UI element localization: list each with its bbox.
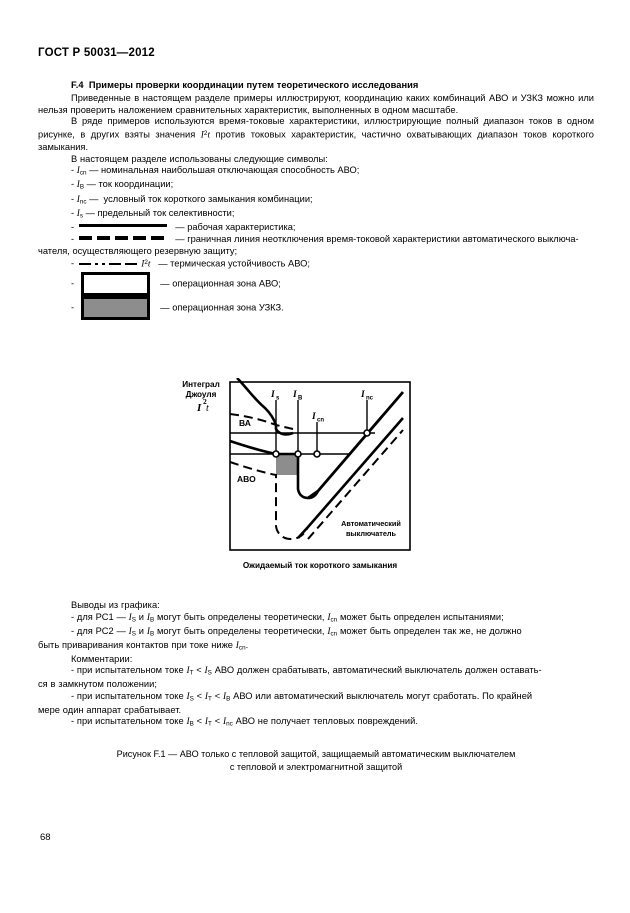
- bullet-dash: -: [71, 233, 75, 244]
- legend-description: рабочая характеристика;: [187, 221, 296, 232]
- bullet-dash: -: [71, 278, 75, 289]
- pc2-sym1-base: I: [128, 626, 132, 637]
- symbol-separator: —: [89, 193, 99, 204]
- comment-item-2-continuation: [38, 705, 594, 717]
- conclusion-item-pc2-continuation: [38, 640, 594, 654]
- pc1-mid2: могут быть определены теоретически,: [154, 611, 328, 622]
- chart-xlabel-icn-base: I: [312, 412, 316, 422]
- c2-cont: мере один аппарат срабатывает.: [38, 704, 182, 715]
- chart-ylabel-symbol-base: I: [197, 402, 202, 414]
- c2-op2: <: [211, 690, 223, 701]
- c3-op1: <: [193, 716, 205, 727]
- c2-c-base: I: [222, 691, 227, 702]
- bullet-dash: -: [71, 207, 75, 218]
- chart-annotation-ba: ВА: [239, 418, 251, 428]
- legend-item-dashed-line: [38, 234, 594, 246]
- c1-cont: ся в замкнутом положении;: [38, 679, 157, 690]
- conclusion-item-pc2: [38, 626, 594, 640]
- pc2-sym1-sub: S: [131, 629, 136, 637]
- comment-item-1: [38, 665, 594, 679]
- figure-caption: [38, 748, 594, 774]
- figure-f1: [175, 378, 465, 578]
- chart-point-marker-inc: [364, 430, 370, 436]
- paragraph-intro: [38, 93, 594, 116]
- gray-rectangle-swatch-icon: [81, 296, 150, 320]
- pc2-sym2-base: I: [146, 626, 150, 637]
- legend-item-solid-line: [38, 222, 594, 234]
- c1-op1: <: [193, 665, 205, 676]
- chart-ylabel-symbol-sup: 2: [203, 397, 207, 406]
- pc2-sym3-base: I: [327, 626, 331, 637]
- legend-description: термическая устойчивость АВО;: [170, 258, 310, 269]
- dashdot-label-base: I: [141, 259, 145, 270]
- comment-item-1-continuation: [38, 679, 594, 691]
- chart-xlabel-is-sub: s: [276, 395, 280, 402]
- symbol-item-inc: [38, 194, 594, 208]
- chart-annotation-breaker-line1: Автоматический: [341, 519, 401, 528]
- symbol-separator: —: [85, 207, 95, 218]
- symbol-glyph: I: [76, 166, 80, 177]
- legend-description: операционная зона АВО;: [172, 278, 281, 289]
- c2-op1: <: [193, 690, 205, 701]
- pc1-sym3-sub: cn: [330, 615, 338, 623]
- pc2-mid2: могут быть определены теоретически,: [154, 625, 328, 636]
- paragraph-symbols-lead-text: В настоящем разделе использованы следующие символы:: [71, 153, 328, 164]
- symbol-description: предельный ток селективности;: [97, 207, 235, 218]
- conclusions-block: [38, 600, 594, 730]
- pc1-prefix: - для РС1 —: [71, 611, 129, 622]
- c2-b-base: I: [204, 691, 208, 702]
- symbol-glyph: I: [76, 194, 80, 205]
- bullet-dash: -: [71, 165, 75, 176]
- chart-ylabel-line2: Джоуля: [185, 390, 217, 399]
- legend-item-gray-box: [38, 296, 594, 320]
- symbol-separator: —: [86, 179, 96, 190]
- symbol-subscript: nc: [79, 197, 87, 205]
- c3-a-base: I: [186, 717, 190, 728]
- section-number: F.4: [71, 80, 84, 90]
- chart-xlabel-inc-base: I: [361, 390, 365, 400]
- comment-item-2: [38, 691, 594, 705]
- pc1-sym1-base: I: [128, 612, 132, 623]
- symbol-glyph: I: [76, 180, 80, 191]
- bullet-dash: -: [71, 179, 75, 190]
- symbol-separator: —: [89, 165, 99, 176]
- symbol-subscript: B: [79, 183, 85, 191]
- pc2-cont-prefix: быть приваривания контактов при токе ниже: [38, 639, 236, 650]
- chart-point-marker-ib: [295, 451, 301, 457]
- chart-ylabel-line1: Интеграл: [182, 380, 220, 389]
- c2-c-sub: B: [226, 695, 231, 703]
- dashdot-label-tail: t: [147, 259, 151, 270]
- bullet-dash: -: [71, 221, 75, 232]
- c2-a-base: I: [186, 691, 190, 702]
- standard-header: ГОСТ Р 50031—2012: [38, 47, 155, 59]
- symbol-description: условный ток короткого замыкания комбинации;: [103, 193, 313, 204]
- symbol-item-is: [38, 208, 594, 222]
- chart-point-marker-icn: [314, 451, 320, 457]
- legend-item-dashed-line-continuation: [38, 246, 594, 258]
- c1-tail: АВО должен срабатывать, автоматический выключатель должен оставать-: [211, 665, 542, 676]
- c1-b-base: I: [204, 666, 208, 677]
- pc2-cont-sub: cn: [238, 643, 246, 651]
- bullet-dash: -: [71, 193, 75, 204]
- pc2-cont-tail: .: [245, 639, 249, 650]
- comments-heading: [38, 654, 594, 666]
- c2-prefix: - при испытательном токе: [71, 690, 187, 701]
- c1-prefix: - при испытательном токе: [71, 665, 187, 676]
- legend-item-dashdot-line: [38, 257, 594, 271]
- dashed-line-sample-icon: [79, 236, 167, 240]
- pc1-mid1: и: [136, 611, 147, 622]
- pc2-sym3-sub: cn: [330, 629, 338, 637]
- c2-a-sub: S: [189, 695, 194, 703]
- section-heading: [38, 80, 594, 90]
- c3-tail: АВО не получает тепловых повреждений.: [232, 716, 418, 727]
- pc1-sym3-base: I: [327, 612, 331, 623]
- solid-line-sample-icon: [79, 224, 167, 228]
- legend-item-white-box: [38, 272, 594, 296]
- chart-xlabel-icn-sub: cn: [317, 417, 325, 424]
- comments-heading-text: Комментарии:: [71, 653, 133, 664]
- pc1-sym2-base: I: [146, 612, 150, 623]
- chart-ylabel-symbol: [196, 397, 209, 414]
- chart-xlabel-inc-sub: nc: [366, 395, 374, 402]
- dashdot-label-sup: 2: [144, 259, 148, 267]
- symbol-separator: —: [160, 302, 170, 313]
- symbol-list: [38, 165, 594, 320]
- pc1-sym2-sub: B: [149, 615, 155, 623]
- chart-xlabel-is-base: I: [271, 390, 275, 400]
- c3-b-sub: T: [208, 720, 212, 728]
- c3-b-base: I: [204, 717, 208, 728]
- paragraph-intro-text: Приведенные в настоящем разделе примеры иллюстрируют, координацию каких комбинаций АВО и УЗКЗ можно или нельзя проверить наложением сравнительных характеристик, выполненных в одном масштабе.: [38, 93, 594, 115]
- pc1-sym1-sub: S: [131, 615, 136, 623]
- conclusions-heading-text: Выводы из графика:: [71, 600, 160, 610]
- bullet-dash: -: [71, 302, 75, 313]
- pc2-tail: может быть определен так же, не должно: [337, 625, 522, 636]
- comment-item-3: [38, 716, 594, 730]
- legend-description: граничная линия неотключения время-токовой характеристики автоматического выключа-: [187, 233, 579, 244]
- symbol-item-icn: [38, 165, 594, 179]
- symbol-separator: —: [158, 258, 168, 269]
- chart-annotation-abo: АВО: [237, 474, 256, 484]
- figure-caption-line1: Рисунок F.1 — АВО только с тепловой защитой, защищаемый автоматическим выключателем: [116, 749, 516, 759]
- chart-ylabel-symbol-tail: t: [206, 403, 209, 414]
- pc2-cont-base: I: [235, 640, 239, 651]
- bullet-dash: -: [71, 258, 75, 269]
- symbol-description: номинальная наибольшая отключающая способность АВО;: [100, 165, 360, 176]
- c3-op2: <: [211, 716, 223, 727]
- white-rectangle-swatch-icon: [81, 272, 150, 296]
- c3-c-base: I: [222, 717, 227, 728]
- legend-description-continuation: чателя, осуществляющего резервную защиту;: [38, 245, 238, 256]
- c1-a-sub: T: [189, 669, 194, 677]
- pc1-tail: может быть определен испытаниями;: [337, 611, 504, 622]
- c3-a-sub: B: [189, 720, 194, 728]
- dash-dot-line-sample-icon: [79, 263, 137, 265]
- paragraph-symbols-lead: [38, 154, 594, 166]
- chart-annotation-breaker-line2: выключатель: [345, 529, 397, 538]
- symbol-separator: —: [175, 221, 185, 232]
- symbol-glyph: I: [76, 208, 80, 219]
- pc2-sym2-sub: B: [149, 629, 155, 637]
- symbol-separator: —: [160, 278, 170, 289]
- conclusion-item-pc1: [38, 612, 594, 626]
- symbol-item-ib: [38, 179, 594, 193]
- page-number: 68: [40, 832, 51, 843]
- chart-xlabel: Ожидаемый ток короткого замыкания: [242, 561, 398, 570]
- chart-point-marker-is: [273, 451, 279, 457]
- c1-a-base: I: [186, 666, 190, 677]
- legend-description: операционная зона УЗКЗ.: [172, 302, 284, 313]
- pc2-prefix: - для РС2 —: [71, 625, 129, 636]
- c3-c-sub: nc: [226, 720, 233, 728]
- c3-prefix: - при испытательном токе: [71, 716, 187, 727]
- chart-xlabel-ib-base: I: [293, 390, 297, 400]
- section-title: Примеры проверки координации путем теоретического исследования: [88, 80, 419, 90]
- symbol-subscript: s: [79, 212, 83, 220]
- conclusions-heading: [38, 600, 594, 612]
- symbol-description: ток координации;: [98, 179, 174, 190]
- document-body: [38, 80, 594, 320]
- figure-caption-line2: с тепловой и электромагнитной защитой: [229, 762, 403, 772]
- c2-tail: АВО или автоматический выключатель могут сработать. По крайней: [230, 690, 533, 701]
- chart-shaded-zone-uzkz: [276, 454, 298, 475]
- symbol-subscript: cn: [79, 169, 87, 177]
- paragraph-examples: В ряде примеров используются время-токовые характеристики, иллюстрирующие полный диапазон токов в одном рисунке, в других взяты значения $I^2t$ против токовых характеристик, частично охватывающих диапазон токов короткого замыкания.: [38, 116, 595, 153]
- c2-b-sub: T: [208, 695, 212, 703]
- symbol-separator: —: [175, 233, 185, 244]
- c1-b-sub: S: [207, 669, 212, 677]
- pc2-mid1: и: [136, 625, 147, 636]
- chart-xlabel-ib-sub: B: [298, 395, 303, 402]
